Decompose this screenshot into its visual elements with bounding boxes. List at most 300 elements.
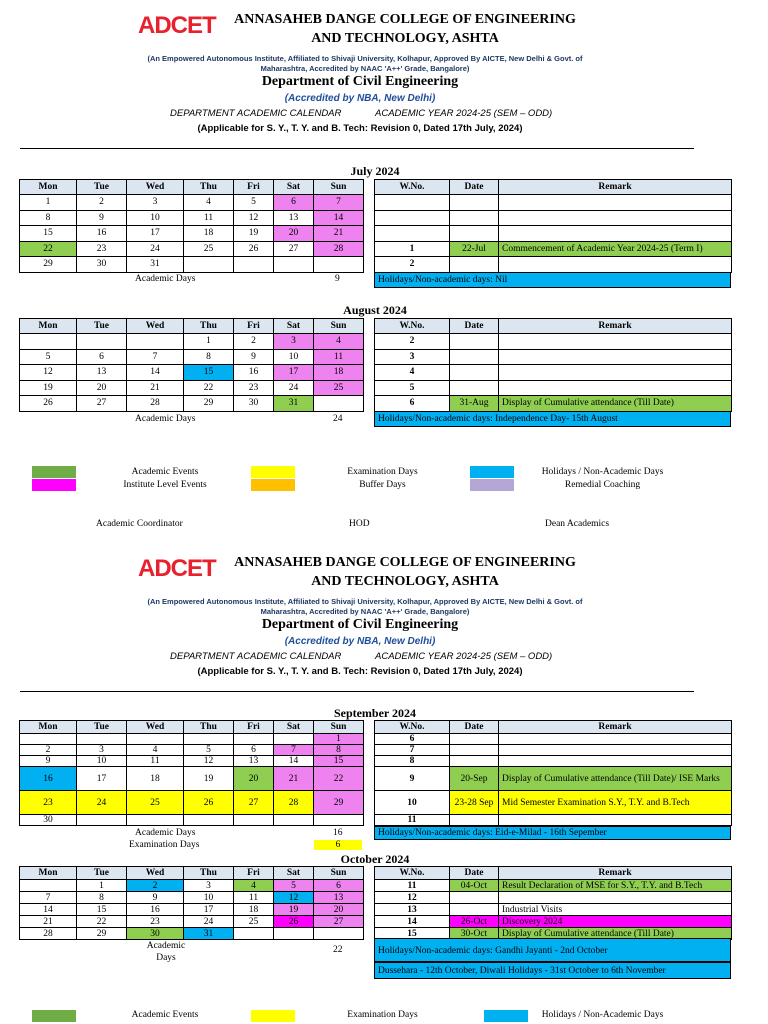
date-cell: 12 bbox=[234, 210, 274, 226]
day-header: Fri bbox=[234, 319, 274, 334]
college-name-line2: AND TECHNOLOGY, ASHTA bbox=[311, 574, 499, 589]
date-cell: 2 bbox=[127, 880, 184, 892]
date-cell: 31 bbox=[274, 396, 314, 412]
signature-hod: HOD bbox=[349, 519, 370, 529]
date-cell: 20 bbox=[234, 767, 274, 791]
day-header: Wed bbox=[127, 867, 184, 880]
date-cell bbox=[234, 928, 274, 940]
date-cell: 18 bbox=[234, 904, 274, 916]
holidays-august: Holidays/Non-academic days: Independence Day- 15th August bbox=[374, 411, 731, 427]
date-cell: 3 bbox=[77, 745, 127, 756]
date-cell: 29 bbox=[77, 928, 127, 940]
date-cell: 2 bbox=[20, 745, 77, 756]
date-cell: 5 bbox=[20, 349, 77, 365]
date-cell: 23 bbox=[127, 916, 184, 928]
date-cell: 16 bbox=[127, 904, 184, 916]
date-cell: 4 bbox=[234, 880, 274, 892]
date-cell bbox=[127, 815, 184, 826]
legend-swatch-academic bbox=[32, 466, 76, 478]
week-remark: Commencement of Academic Year 2024-25 (Term I) bbox=[499, 241, 732, 257]
college-name bbox=[210, 553, 600, 591]
college-name bbox=[210, 10, 600, 48]
date-cell: 14 bbox=[127, 365, 184, 381]
date-cell: 18 bbox=[127, 767, 184, 791]
week-number: 6 bbox=[375, 396, 450, 412]
week-remark: Result Declaration of MSE for S.Y., T.Y. and B.Tech bbox=[499, 880, 732, 892]
holidays-july: Holidays/Non-academic days: Nil bbox=[374, 272, 731, 288]
date-cell: 11 bbox=[184, 210, 234, 226]
date-cell: 22 bbox=[20, 241, 77, 257]
date-cell: 29 bbox=[184, 396, 234, 412]
week-date bbox=[450, 734, 499, 745]
week-remark bbox=[499, 745, 732, 756]
wno-header: W.No. bbox=[375, 721, 450, 734]
date-cell: 3 bbox=[274, 334, 314, 350]
date-cell: 21 bbox=[127, 380, 184, 396]
remark-header: Remark bbox=[499, 867, 732, 880]
legend-swatch-remedial bbox=[470, 479, 514, 491]
week-remark: Display of Cumulative attendance (Till Date) bbox=[499, 928, 732, 940]
date-cell: 25 bbox=[234, 916, 274, 928]
week-number: 9 bbox=[375, 767, 450, 791]
day-header: Sun bbox=[314, 867, 364, 880]
day-header: Thu bbox=[184, 867, 234, 880]
date-cell: 29 bbox=[314, 791, 364, 815]
wno-header: W.No. bbox=[375, 319, 450, 334]
date-cell: 11 bbox=[127, 756, 184, 767]
date-header: Date bbox=[450, 721, 499, 734]
legend-institute-events: Institute Level Events bbox=[123, 480, 207, 490]
date-cell: 30 bbox=[77, 257, 127, 273]
month-title-august: August 2024 bbox=[343, 303, 407, 317]
date-cell: 12 bbox=[274, 892, 314, 904]
date-cell: 5 bbox=[184, 745, 234, 756]
date-cell bbox=[274, 928, 314, 940]
day-header: Wed bbox=[127, 721, 184, 734]
date-cell: 13 bbox=[314, 892, 364, 904]
day-header: Thu bbox=[184, 721, 234, 734]
affiliation-line1: (An Empowered Autonomous Institute, Affiliated to Shivaji University, Kolhapur, Approved By AICTE, New Delhi & Govt. of bbox=[147, 597, 583, 606]
date-cell bbox=[274, 815, 314, 826]
day-header: Tue bbox=[77, 721, 127, 734]
date-cell bbox=[77, 815, 127, 826]
legend-academic-events: Academic Events bbox=[131, 1010, 199, 1020]
date-cell bbox=[77, 734, 127, 745]
applicable-note: (Applicable for S. Y., T. Y. and B. Tech: Revision 0, Dated 17th July, 2024) bbox=[197, 666, 523, 677]
week-date: 23-28 Sep bbox=[450, 791, 499, 815]
week-number: 2 bbox=[375, 257, 450, 273]
week-remark bbox=[499, 334, 732, 350]
date-cell: 29 bbox=[20, 257, 77, 273]
week-remark bbox=[499, 365, 732, 381]
date-cell: 18 bbox=[314, 365, 364, 381]
week-remark bbox=[499, 349, 732, 365]
academic-days-label: Academic Days bbox=[135, 414, 196, 424]
date-cell: 10 bbox=[127, 210, 184, 226]
date-cell bbox=[20, 734, 77, 745]
day-header: Sun bbox=[314, 721, 364, 734]
date-cell: 8 bbox=[77, 892, 127, 904]
week-date: 30-Oct bbox=[450, 928, 499, 940]
date-cell: 23 bbox=[77, 241, 127, 257]
legend-swatch-academic bbox=[32, 1010, 76, 1022]
holidays-october-2: Dussehara - 12th October, Diwali Holidays - 31st October to 6th November bbox=[374, 962, 731, 979]
week-date bbox=[450, 756, 499, 767]
legend-holidays: Holidays / Non-Academic Days bbox=[541, 467, 664, 477]
legend-swatch-buffer bbox=[251, 479, 295, 491]
week-number: 12 bbox=[375, 892, 450, 904]
calendar-september bbox=[19, 720, 364, 826]
day-header: Sat bbox=[274, 721, 314, 734]
day-header: Fri bbox=[234, 180, 274, 195]
date-cell: 18 bbox=[184, 226, 234, 242]
header-rule bbox=[20, 148, 694, 149]
date-cell: 30 bbox=[20, 815, 77, 826]
date-cell: 26 bbox=[274, 916, 314, 928]
week-number: 11 bbox=[375, 880, 450, 892]
date-cell: 15 bbox=[77, 904, 127, 916]
week-date: 20-Sep bbox=[450, 767, 499, 791]
day-header: Mon bbox=[20, 319, 77, 334]
legend-remedial: Remedial Coaching bbox=[564, 480, 641, 490]
date-cell bbox=[127, 734, 184, 745]
date-cell: 17 bbox=[274, 365, 314, 381]
academic-days-label: Academic Days bbox=[146, 941, 186, 963]
week-remark: Industrial Visits bbox=[499, 904, 732, 916]
week-number: 14 bbox=[375, 916, 450, 928]
date-cell bbox=[184, 815, 234, 826]
college-affiliation bbox=[130, 597, 600, 617]
date-cell: 28 bbox=[20, 928, 77, 940]
date-cell: 10 bbox=[184, 892, 234, 904]
academic-days-count: 24 bbox=[333, 414, 343, 424]
department-title: Department of Civil Engineering bbox=[261, 74, 459, 89]
date-cell: 26 bbox=[234, 241, 274, 257]
date-cell: 16 bbox=[234, 365, 274, 381]
week-number bbox=[375, 226, 450, 242]
date-header: Date bbox=[450, 867, 499, 880]
legend-exam-days: Examination Days bbox=[347, 467, 418, 477]
week-number bbox=[375, 210, 450, 226]
remark-header: Remark bbox=[499, 180, 732, 195]
date-cell: 16 bbox=[77, 226, 127, 242]
signature-dean: Dean Academics bbox=[545, 519, 610, 529]
week-date: 26-Oct bbox=[450, 916, 499, 928]
affiliation-line1: (An Empowered Autonomous Institute, Affiliated to Shivaji University, Kolhapur, Approved By AICTE, New Delhi & Govt. of bbox=[147, 54, 583, 63]
date-cell: 22 bbox=[184, 380, 234, 396]
week-number: 2 bbox=[375, 334, 450, 350]
date-cell: 6 bbox=[234, 745, 274, 756]
date-cell: 7 bbox=[274, 745, 314, 756]
calendar-label: DEPARTMENT ACADEMIC CALENDAR bbox=[170, 108, 342, 119]
day-header: Sun bbox=[314, 180, 364, 195]
date-cell: 17 bbox=[77, 767, 127, 791]
exam-days-label: Examination Days bbox=[129, 840, 200, 850]
date-cell bbox=[314, 396, 364, 412]
date-cell: 11 bbox=[234, 892, 274, 904]
week-number: 6 bbox=[375, 734, 450, 745]
holidays-october-1: Holidays/Non-academic days: Gandhi Jayanti - 2nd October bbox=[374, 938, 731, 962]
date-cell: 1 bbox=[77, 880, 127, 892]
week-date bbox=[450, 195, 499, 211]
date-cell: 28 bbox=[127, 396, 184, 412]
week-remark bbox=[499, 756, 732, 767]
date-cell: 31 bbox=[184, 928, 234, 940]
week-number: 4 bbox=[375, 365, 450, 381]
date-cell: 28 bbox=[274, 791, 314, 815]
date-cell: 2 bbox=[77, 195, 127, 211]
date-cell: 9 bbox=[77, 210, 127, 226]
week-date bbox=[450, 892, 499, 904]
day-header: Sat bbox=[274, 180, 314, 195]
date-cell: 22 bbox=[77, 916, 127, 928]
date-cell: 21 bbox=[20, 916, 77, 928]
date-cell: 24 bbox=[127, 241, 184, 257]
date-cell: 30 bbox=[127, 928, 184, 940]
date-cell: 12 bbox=[20, 365, 77, 381]
date-cell: 3 bbox=[184, 880, 234, 892]
date-cell bbox=[314, 257, 364, 273]
legend-swatch-holiday bbox=[470, 466, 514, 478]
date-cell: 8 bbox=[184, 349, 234, 365]
exam-days-count: 6 bbox=[314, 840, 362, 850]
date-cell: 24 bbox=[77, 791, 127, 815]
day-header: Fri bbox=[234, 721, 274, 734]
week-number bbox=[375, 195, 450, 211]
date-cell: 27 bbox=[314, 916, 364, 928]
applicable-note: (Applicable for S. Y., T. Y. and B. Tech: Revision 0, Dated 17th July, 2024) bbox=[197, 123, 523, 134]
date-cell: 26 bbox=[184, 791, 234, 815]
date-cell bbox=[234, 257, 274, 273]
week-date bbox=[450, 745, 499, 756]
week-remark bbox=[499, 734, 732, 745]
date-cell: 15 bbox=[184, 365, 234, 381]
college-logo: ADCET bbox=[138, 12, 216, 39]
week-date bbox=[450, 334, 499, 350]
date-cell bbox=[234, 734, 274, 745]
weeks-october bbox=[374, 866, 732, 940]
day-header: Sun bbox=[314, 319, 364, 334]
date-cell: 5 bbox=[274, 880, 314, 892]
day-header: Mon bbox=[20, 180, 77, 195]
date-cell: 2 bbox=[234, 334, 274, 350]
legend-swatch-exam bbox=[251, 1010, 295, 1022]
date-cell: 13 bbox=[77, 365, 127, 381]
date-cell: 1 bbox=[20, 195, 77, 211]
date-cell: 13 bbox=[234, 756, 274, 767]
date-cell: 11 bbox=[314, 349, 364, 365]
day-header: Sat bbox=[274, 319, 314, 334]
date-cell: 17 bbox=[127, 226, 184, 242]
date-cell: 7 bbox=[127, 349, 184, 365]
date-cell: 27 bbox=[274, 241, 314, 257]
day-header: Sat bbox=[274, 867, 314, 880]
date-cell bbox=[274, 734, 314, 745]
week-remark bbox=[499, 892, 732, 904]
date-cell: 20 bbox=[314, 904, 364, 916]
week-remark: Mid Semester Examination S.Y., T.Y. and B.Tech bbox=[499, 791, 732, 815]
date-cell: 27 bbox=[234, 791, 274, 815]
legend-swatch-institute bbox=[32, 479, 76, 491]
date-cell: 19 bbox=[274, 904, 314, 916]
date-cell: 13 bbox=[274, 210, 314, 226]
week-number: 13 bbox=[375, 904, 450, 916]
academic-year: ACADEMIC YEAR 2024-25 (SEM – ODD) bbox=[375, 108, 553, 119]
date-cell: 23 bbox=[234, 380, 274, 396]
date-cell: 19 bbox=[184, 767, 234, 791]
date-header: Date bbox=[450, 180, 499, 195]
date-cell: 16 bbox=[20, 767, 77, 791]
day-header: Thu bbox=[184, 180, 234, 195]
academic-year: ACADEMIC YEAR 2024-25 (SEM – ODD) bbox=[375, 651, 553, 662]
accreditation: (Accredited by NBA, New Delhi) bbox=[284, 636, 436, 647]
date-cell bbox=[234, 815, 274, 826]
calendar-label: DEPARTMENT ACADEMIC CALENDAR bbox=[170, 651, 342, 662]
week-number: 10 bbox=[375, 791, 450, 815]
date-cell: 7 bbox=[314, 195, 364, 211]
date-cell: 22 bbox=[314, 767, 364, 791]
wno-header: W.No. bbox=[375, 867, 450, 880]
week-remark bbox=[499, 380, 732, 396]
college-name-line1: ANNASAHEB DANGE COLLEGE OF ENGINEERING bbox=[234, 12, 576, 27]
week-date: 04-Oct bbox=[450, 880, 499, 892]
remark-header: Remark bbox=[499, 319, 732, 334]
week-remark: Display of Cumulative attendance (Till Date) bbox=[499, 396, 732, 412]
date-cell: 5 bbox=[234, 195, 274, 211]
college-logo: ADCET bbox=[138, 555, 216, 582]
week-date bbox=[450, 815, 499, 826]
week-date bbox=[450, 226, 499, 242]
legend-swatch-exam bbox=[251, 466, 295, 478]
date-cell: 10 bbox=[274, 349, 314, 365]
weeks-september bbox=[374, 720, 732, 826]
signature-coordinator: Academic Coordinator bbox=[96, 519, 183, 529]
month-title-september: September 2024 bbox=[333, 706, 417, 720]
date-cell: 12 bbox=[184, 756, 234, 767]
date-cell: 3 bbox=[127, 195, 184, 211]
date-cell bbox=[77, 334, 127, 350]
date-cell: 25 bbox=[127, 791, 184, 815]
week-remark: Display of Cumulative attendance (Till Date)/ ISE Marks bbox=[499, 767, 732, 791]
college-affiliation bbox=[130, 54, 600, 74]
date-header: Date bbox=[450, 319, 499, 334]
date-cell: 4 bbox=[314, 334, 364, 350]
date-cell: 27 bbox=[77, 396, 127, 412]
week-remark bbox=[499, 257, 732, 273]
week-number: 15 bbox=[375, 928, 450, 940]
week-remark bbox=[499, 195, 732, 211]
date-cell: 19 bbox=[234, 226, 274, 242]
date-cell: 26 bbox=[20, 396, 77, 412]
week-date bbox=[450, 904, 499, 916]
day-header: Tue bbox=[77, 319, 127, 334]
date-cell: 1 bbox=[184, 334, 234, 350]
week-date bbox=[450, 349, 499, 365]
week-date: 22-Jul bbox=[450, 241, 499, 257]
date-cell: 14 bbox=[20, 904, 77, 916]
date-cell bbox=[314, 815, 364, 826]
date-cell: 10 bbox=[77, 756, 127, 767]
legend-swatch-holiday bbox=[484, 1010, 528, 1022]
date-cell bbox=[274, 257, 314, 273]
week-date bbox=[450, 257, 499, 273]
week-number: 7 bbox=[375, 745, 450, 756]
date-cell: 15 bbox=[20, 226, 77, 242]
day-header: Wed bbox=[127, 319, 184, 334]
week-remark: Discovery 2024 bbox=[499, 916, 732, 928]
date-cell: 15 bbox=[314, 756, 364, 767]
date-cell: 20 bbox=[77, 380, 127, 396]
date-cell: 19 bbox=[20, 380, 77, 396]
day-header: Tue bbox=[77, 180, 127, 195]
date-cell: 4 bbox=[184, 195, 234, 211]
wno-header: W.No. bbox=[375, 180, 450, 195]
date-cell: 25 bbox=[314, 380, 364, 396]
date-cell: 9 bbox=[127, 892, 184, 904]
date-cell: 9 bbox=[20, 756, 77, 767]
week-remark bbox=[499, 210, 732, 226]
calendar-october bbox=[19, 866, 364, 940]
date-cell: 20 bbox=[274, 226, 314, 242]
month-title-october: October 2024 bbox=[340, 852, 410, 866]
day-header: Thu bbox=[184, 319, 234, 334]
date-cell: 14 bbox=[274, 756, 314, 767]
department-title: Department of Civil Engineering bbox=[261, 617, 459, 632]
accreditation: (Accredited by NBA, New Delhi) bbox=[284, 93, 436, 104]
date-cell: 14 bbox=[314, 210, 364, 226]
date-cell: 6 bbox=[77, 349, 127, 365]
week-date bbox=[450, 210, 499, 226]
remark-header: Remark bbox=[499, 721, 732, 734]
date-cell: 28 bbox=[314, 241, 364, 257]
calendar-august bbox=[19, 318, 364, 412]
college-name-line1: ANNASAHEB DANGE COLLEGE OF ENGINEERING bbox=[234, 555, 576, 570]
date-cell: 6 bbox=[314, 880, 364, 892]
weeks-august bbox=[374, 318, 732, 412]
date-cell: 1 bbox=[314, 734, 364, 745]
day-header: Tue bbox=[77, 867, 127, 880]
date-cell bbox=[184, 257, 234, 273]
date-cell: 7 bbox=[20, 892, 77, 904]
date-cell: 30 bbox=[234, 396, 274, 412]
date-cell bbox=[127, 334, 184, 350]
academic-days-label: Academic Days bbox=[135, 274, 196, 284]
academic-days-count: 16 bbox=[333, 828, 343, 838]
day-header: Mon bbox=[20, 721, 77, 734]
week-number: 11 bbox=[375, 815, 450, 826]
week-remark bbox=[499, 815, 732, 826]
date-cell: 9 bbox=[234, 349, 274, 365]
week-remark bbox=[499, 226, 732, 242]
weeks-july bbox=[374, 179, 732, 273]
day-header: Wed bbox=[127, 180, 184, 195]
date-cell: 24 bbox=[184, 916, 234, 928]
legend-holidays: Holidays / Non-Academic Days bbox=[541, 1010, 664, 1020]
date-cell bbox=[184, 734, 234, 745]
calendar-july bbox=[19, 179, 364, 273]
header-rule bbox=[20, 691, 694, 692]
date-cell: 6 bbox=[274, 195, 314, 211]
date-cell: 17 bbox=[184, 904, 234, 916]
academic-days-count: 9 bbox=[335, 274, 340, 284]
week-date bbox=[450, 380, 499, 396]
month-title-july: July 2024 bbox=[350, 164, 400, 178]
date-cell: 8 bbox=[20, 210, 77, 226]
date-cell: 21 bbox=[314, 226, 364, 242]
affiliation-line2: Maharashtra, Accredited by NAAC 'A++' Grade, Bangalore) bbox=[260, 64, 470, 73]
academic-days-label: Academic Days bbox=[135, 828, 196, 838]
legend-exam-days: Examination Days bbox=[347, 1010, 418, 1020]
